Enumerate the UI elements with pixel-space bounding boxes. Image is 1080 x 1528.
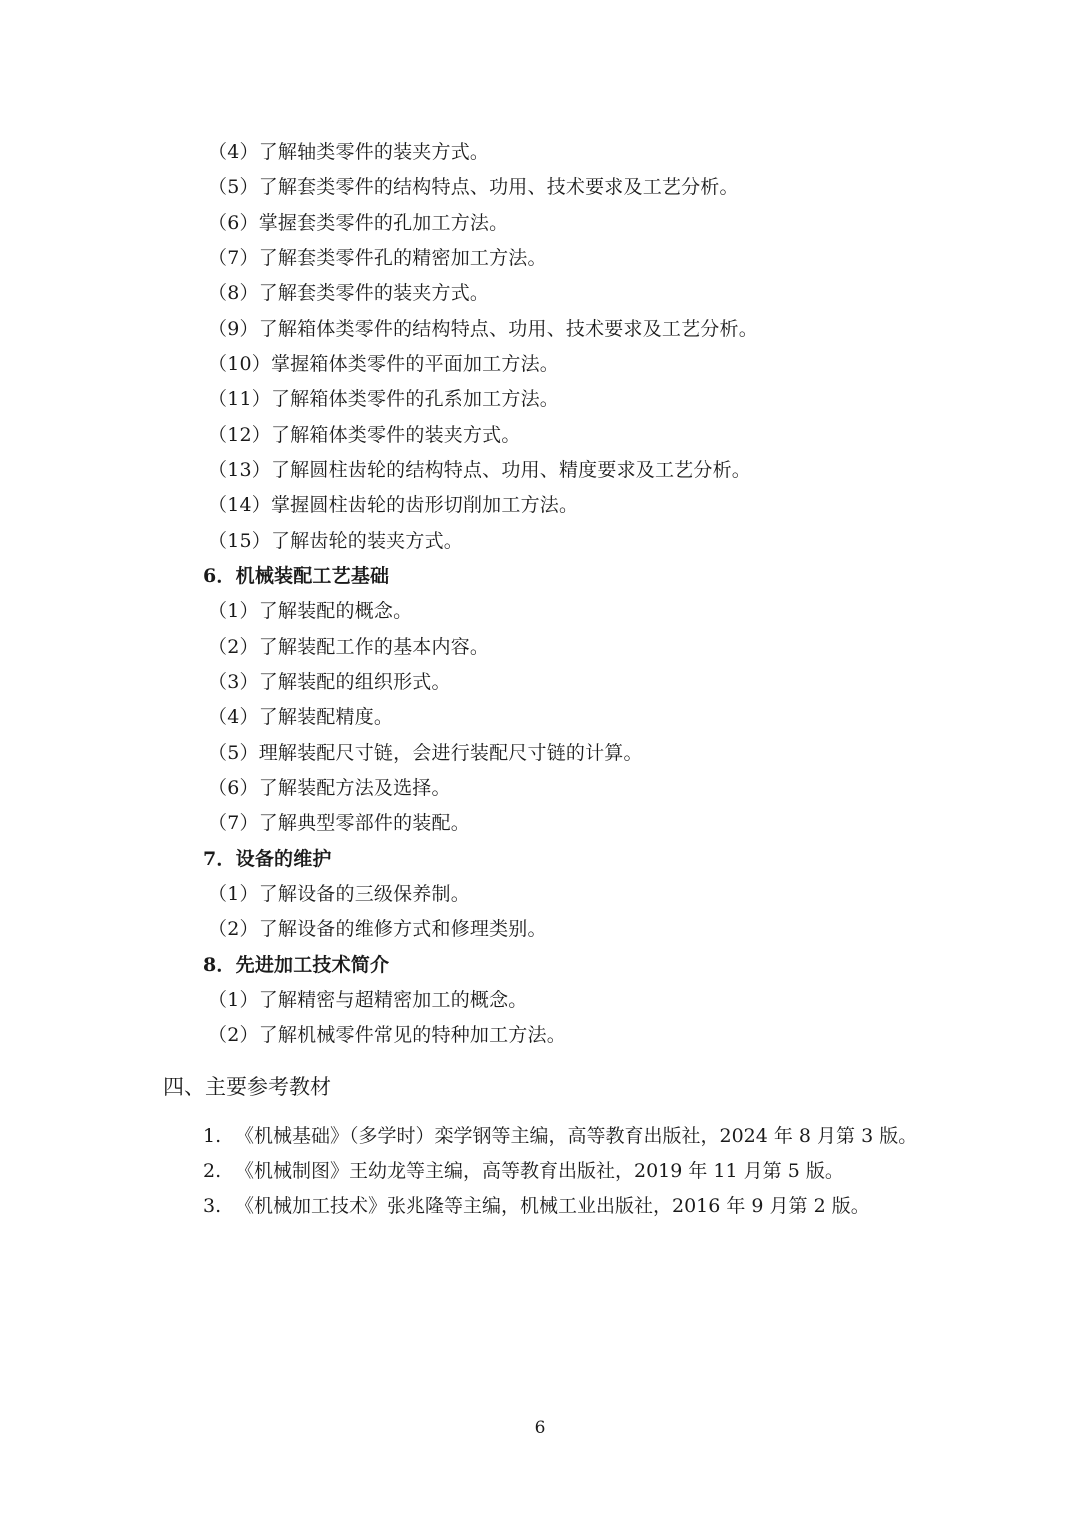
- list-item: （7）了解典型零部件的装配。: [208, 812, 470, 834]
- list-item: （1）了解设备的三级保养制。: [208, 883, 470, 905]
- list-item: （8）了解套类零件的装夹方式。: [208, 282, 490, 304]
- section-heading-7: 7．设备的维护: [203, 848, 332, 870]
- list-item: （1）了解精密与超精密加工的概念。: [208, 989, 528, 1011]
- list-item: （9）了解箱体类零件的结构特点、功用、技术要求及工艺分析。: [208, 318, 758, 340]
- reference-number: 3.: [203, 1195, 222, 1217]
- list-item: （2）了解机械零件常见的特种加工方法。: [208, 1024, 566, 1046]
- list-item: （14）掌握圆柱齿轮的齿形切削加工方法。: [208, 494, 579, 516]
- list-item: （3）了解装配的组织形式。: [208, 671, 451, 693]
- list-item: （7）了解套类零件孔的精密加工方法。: [208, 247, 547, 269]
- reference-number: 2.: [203, 1160, 222, 1182]
- list-item: （12）了解箱体类零件的装夹方式。: [208, 424, 521, 446]
- reference-item: [203, 1118, 917, 1154]
- section-heading-6: 6．机械装配工艺基础: [203, 565, 390, 587]
- reference-text: 《机械加工技术》张兆隆等主编，机械工业出版社，2016 年 9 月第 2 版。: [235, 1195, 870, 1217]
- list-item: （6）了解装配方法及选择。: [208, 777, 451, 799]
- reference-number: 1.: [203, 1125, 222, 1147]
- list-item: （10）掌握箱体类零件的平面加工方法。: [208, 353, 559, 375]
- section-title-references: 四、主要参考教材: [163, 1075, 331, 1099]
- list-item: （4）了解轴类零件的装夹方式。: [208, 141, 490, 163]
- reference-item: [203, 1153, 844, 1189]
- list-item: （13）了解圆柱齿轮的结构特点、功用、精度要求及工艺分析。: [208, 459, 751, 481]
- list-item: （2）了解装配工作的基本内容。: [208, 636, 490, 658]
- list-item: （6）掌握套类零件的孔加工方法。: [208, 212, 509, 234]
- list-item: （4）了解装配精度。: [208, 706, 394, 728]
- list-item: （5）理解装配尺寸链，会进行装配尺寸链的计算。: [208, 742, 643, 764]
- reference-text: 《机械制图》王幼龙等主编，高等教育出版社，2019 年 11 月第 5 版。: [235, 1160, 844, 1182]
- reference-text: 《机械基础》（多学时）栾学钢等主编，高等教育出版社，2024 年 8 月第 3 版。: [235, 1125, 918, 1147]
- section-heading-8: 8．先进加工技术简介: [203, 954, 390, 976]
- page-number: 6: [534, 1418, 546, 1438]
- list-item: （2）了解设备的维修方式和修理类别。: [208, 918, 547, 940]
- reference-item: [203, 1188, 870, 1224]
- list-item: （15）了解齿轮的装夹方式。: [208, 530, 463, 552]
- list-item: （5）了解套类零件的结构特点、功用、技术要求及工艺分析。: [208, 176, 739, 198]
- list-item: （11）了解箱体类零件的孔系加工方法。: [208, 388, 559, 410]
- list-item: （1）了解装配的概念。: [208, 600, 413, 622]
